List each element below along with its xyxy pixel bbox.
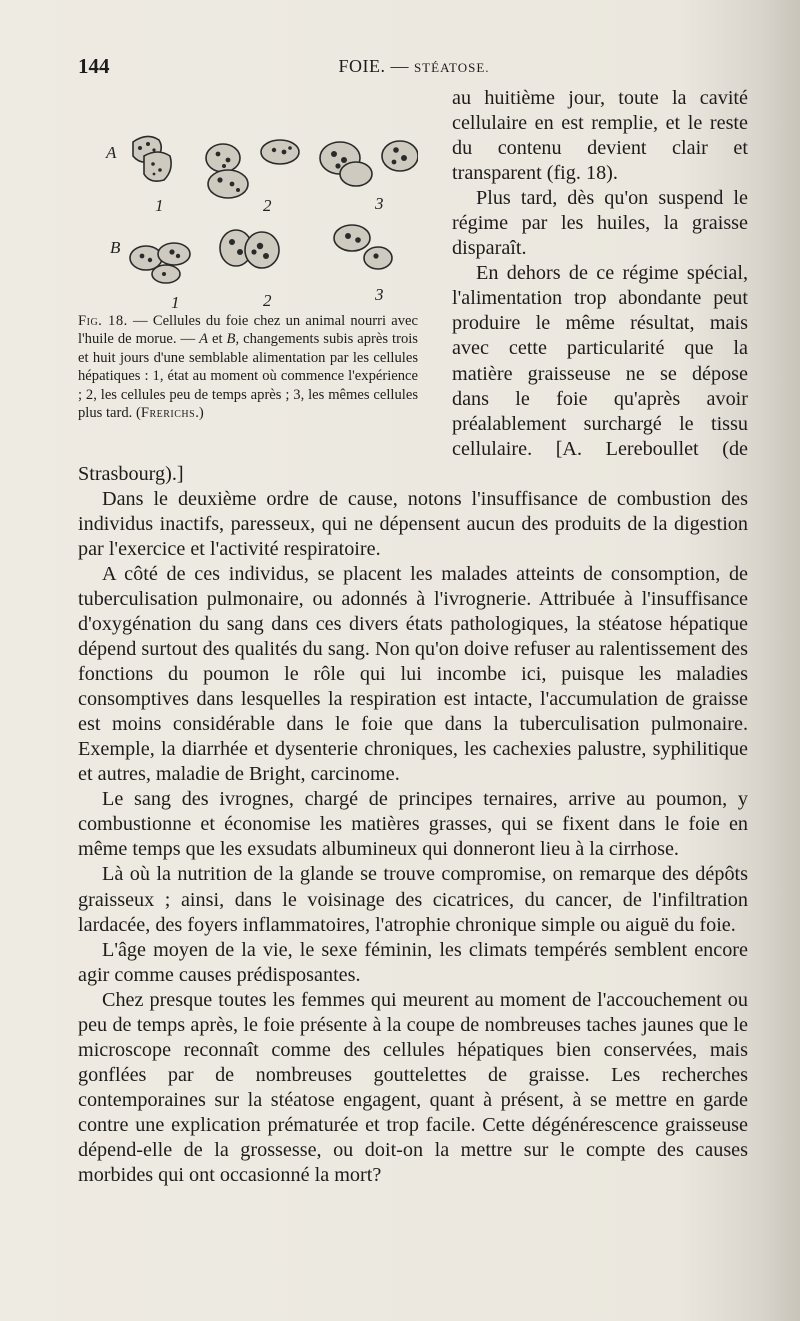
figure-label-b: B <box>110 238 121 257</box>
caption-fig-label: Fig. 18. <box>78 313 128 329</box>
figure-label-a: A <box>106 143 117 162</box>
caption-part2: , changements subis après trois et huit jours d'une semblable alimentation par les cellules hépatiques : 1, état au moment où commence l'expérience ; 2, les cellules peu de temps après ; 3, les mêmes cellules plus tard. ( <box>78 331 418 422</box>
cell-a2-3 <box>261 140 299 164</box>
cell-a3-3 <box>382 141 418 171</box>
paragraph-6: Le sang des ivrognes, chargé de principes ternaires, arrive au poumon, y combustionne et économise les matières grasses, qui se fixent dans le foie en même temps que les exsudats albumineux qui donneront lieu à la cirrhose. <box>78 788 748 861</box>
figure-caption <box>78 312 418 422</box>
cell-b3-2 <box>364 247 392 269</box>
caption-et: et <box>208 331 227 348</box>
cell-b1-2 <box>158 243 190 265</box>
caption-b: B <box>226 331 236 348</box>
paragraph-5: A côté de ces individus, se placent les malades atteints de consomption, de tuberculisation pulmonaire, ou adonnés à l'ivrognerie. Attribuée à l'insuffisance d'oxygénation du sang dans ces divers états pathologiques, la stéatose hépatique dépend surtout des qualités du sang. Non qu'on doive refuser au ralentissement des fonctions du poumon le rôle qui lui incombe ici, puisque les maladies consomptives dans lesquelles la respiration est intacte, l'accumulation de graisse est moins considérable dans le foie que dans la tuberculisation pulmonaire. Exemple, la diarrhée et dysenterie chroniques, les cachexies palustre, syphilitique et autres, maladie de Bright, carcinome. <box>78 562 748 786</box>
paragraph-7: Là où la nutrition de la glande se trouve compromise, on remarque des dépôts graisseux ; ainsi, dans le voisinage des cicatrices, du cancer, de l'infiltration lardacée, des foyers inflammatoires, l'atrophie chronique simple ou aiguë du foie. <box>78 863 748 936</box>
figure-num-b3: 3 <box>375 285 384 304</box>
cell-b2-2 <box>245 232 279 268</box>
caption-part1: — Cellules du foie chez un animal nourri avec l'huile de morue. — <box>78 313 418 348</box>
figure-num-a3: 3 <box>375 194 384 213</box>
running-title-sub: STÉATOSE. <box>413 60 490 75</box>
figure-18 <box>78 86 440 438</box>
paragraph-4: Dans le deuxième ordre de cause, notons l'insuffisance de combustion des individus inactifs, paresseux, qui ne dépensent aucun des produits de la digestion par l'exercice et l'activité respiratoire. <box>78 487 748 560</box>
cell-b3-1 <box>334 225 370 251</box>
page-header <box>78 54 750 84</box>
caption-end: .) <box>195 405 204 422</box>
figure-num-b1: 1 <box>171 293 180 308</box>
body-text <box>78 86 748 1188</box>
paragraph-1: au huitième jour, toute la cavité cellulaire en est remplie, et le reste du contenu devient clair et transparent (fig. 18). <box>452 87 748 185</box>
caption-author: Frerichs <box>140 405 196 422</box>
cell-a2-1 <box>206 144 240 172</box>
paragraph-9: Chez presque toutes les femmes qui meurent au moment de l'accouchement ou peu de temps après, le foie présente à la coupe de nombreuses taches jaunes que le microscope reconnaît comme des cellules hépatiques bien conservées, mais gonflées par de nombreuses gouttelettes de graisse. Les recherches contemporaines sur la stéatose engagent, quant à présent, à se mettre en garde contre une explication prématurée et trop facile. Cette dégénérescence graisseuse dépend-elle de la grossesse, ou doit-on la mettre sur le compte des causes morbides qui ont occasionné la mort? <box>78 988 748 1187</box>
running-title-main: FOIE. — <box>338 56 414 76</box>
cell-a2-2 <box>208 170 248 198</box>
running-title <box>78 56 750 77</box>
paragraph-3: En dehors de ce régime spécial, l'alimentation trop abondante peut produire le même résultat, mais avec cette particularité que la matière graisseuse ne se dépose dans le foie qu'après avoir préalablement surchargé le tissu cellulaire. [A. Lereboullet (de Strasbourg).] <box>78 262 748 485</box>
figure-num-a1: 1 <box>155 196 164 215</box>
cell-a1-2 <box>144 152 171 181</box>
paragraph-8: L'âge moyen de la vie, le sexe féminin, les climats tempérés semblent encore agir comme causes prédisposantes. <box>78 938 748 986</box>
caption-a: A <box>199 331 209 348</box>
figure-num-a2: 2 <box>263 196 272 215</box>
cell-a3-2 <box>340 162 372 186</box>
page-number: 144 <box>78 54 110 78</box>
figure-num-b2: 2 <box>263 291 272 308</box>
paragraph-2: Plus tard, dès qu'on suspend le régime par les huiles, la graisse disparaît. <box>452 187 748 260</box>
liver-cells-illustration <box>78 128 418 308</box>
